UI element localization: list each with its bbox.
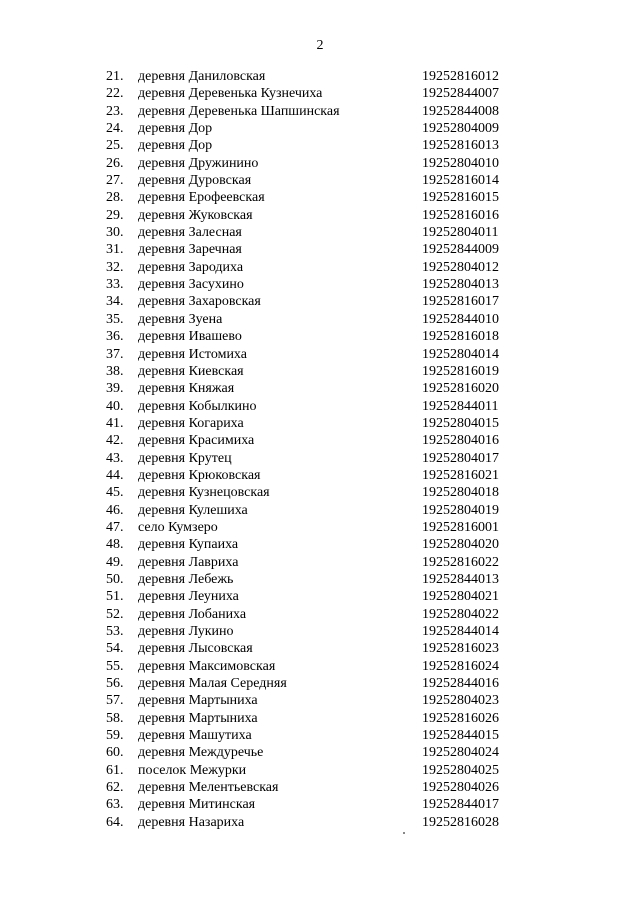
list-item bbox=[0, 467, 640, 484]
oktmo-code: 19252844011 bbox=[422, 398, 499, 414]
list-item bbox=[0, 554, 640, 571]
item-number: 63. bbox=[106, 797, 124, 813]
list-item bbox=[0, 606, 640, 623]
settlement-name: деревня Жуковская bbox=[138, 207, 253, 223]
item-number: 51. bbox=[106, 589, 124, 605]
item-number: 21. bbox=[106, 69, 124, 84]
list-item bbox=[0, 137, 640, 154]
item-number: 55. bbox=[106, 658, 124, 674]
oktmo-code: 19252816012 bbox=[422, 69, 499, 84]
settlement-name: деревня Малая Середняя bbox=[138, 676, 287, 692]
oktmo-code: 19252804015 bbox=[422, 415, 499, 431]
item-number: 56. bbox=[106, 676, 124, 692]
settlement-name: деревня Крутец bbox=[138, 450, 232, 466]
settlement-name: деревня Мелентьевская bbox=[138, 780, 279, 796]
item-number: 40. bbox=[106, 398, 124, 414]
oktmo-code: 19252804014 bbox=[422, 346, 499, 362]
list-item bbox=[0, 293, 640, 310]
settlement-name: деревня Лобаниха bbox=[138, 606, 247, 622]
settlement-name: деревня Дуровская bbox=[138, 173, 252, 189]
item-number: 64. bbox=[106, 814, 124, 830]
settlement-name: село Кумзеро bbox=[138, 519, 218, 535]
list-item bbox=[0, 814, 640, 831]
list-item bbox=[0, 762, 640, 779]
oktmo-code: 19252804011 bbox=[422, 225, 499, 241]
settlement-name: деревня Дор bbox=[138, 121, 213, 137]
item-number: 48. bbox=[106, 537, 124, 553]
oktmo-code: 19252816013 bbox=[422, 138, 499, 154]
settlement-name: деревня Залесная bbox=[138, 225, 242, 241]
oktmo-code: 19252844007 bbox=[422, 86, 499, 102]
list-item bbox=[0, 68, 640, 85]
list-item bbox=[0, 311, 640, 328]
scan-speck bbox=[403, 832, 405, 834]
oktmo-code: 19252804024 bbox=[422, 745, 499, 761]
oktmo-code: 19252816017 bbox=[422, 294, 499, 310]
oktmo-code: 19252816020 bbox=[422, 381, 499, 397]
list-item bbox=[0, 727, 640, 744]
oktmo-code: 19252804017 bbox=[422, 450, 499, 466]
list-item bbox=[0, 588, 640, 605]
item-number: 47. bbox=[106, 519, 124, 535]
item-number: 24. bbox=[106, 121, 124, 137]
settlement-name: деревня Княжая bbox=[138, 381, 235, 397]
item-number: 30. bbox=[106, 225, 124, 241]
oktmo-code: 19252804025 bbox=[422, 762, 499, 778]
list-item bbox=[0, 207, 640, 224]
list-item bbox=[0, 744, 640, 761]
oktmo-code: 19252844016 bbox=[422, 676, 499, 692]
oktmo-code: 19252804020 bbox=[422, 537, 499, 553]
settlement-name: деревня Деревенька Шапшинская bbox=[138, 103, 340, 119]
oktmo-code: 19252804013 bbox=[422, 277, 499, 293]
settlement-name: деревня Даниловская bbox=[138, 69, 266, 84]
settlement-name: деревня Междуречье bbox=[138, 745, 264, 761]
list-item bbox=[0, 380, 640, 397]
item-number: 23. bbox=[106, 103, 124, 119]
list-item bbox=[0, 484, 640, 501]
settlement-name: деревня Зуена bbox=[138, 311, 223, 327]
list-item bbox=[0, 432, 640, 449]
item-number: 57. bbox=[106, 693, 124, 709]
item-number: 45. bbox=[106, 485, 124, 501]
settlement-name: деревня Леуниха bbox=[138, 589, 239, 605]
item-number: 25. bbox=[106, 138, 124, 154]
settlement-name: деревня Максимовская bbox=[138, 658, 276, 674]
settlement-name: поселок Межурки bbox=[138, 762, 247, 778]
oktmo-code: 19252804016 bbox=[422, 433, 499, 449]
item-number: 33. bbox=[106, 277, 124, 293]
settlement-name: деревня Лысовская bbox=[138, 641, 253, 657]
list-item bbox=[0, 692, 640, 709]
list-item bbox=[0, 536, 640, 553]
list-item bbox=[0, 328, 640, 345]
oktmo-code: 19252816001 bbox=[422, 519, 499, 535]
list-item bbox=[0, 675, 640, 692]
oktmo-code: 19252804023 bbox=[422, 693, 499, 709]
item-number: 41. bbox=[106, 415, 124, 431]
list-item bbox=[0, 276, 640, 293]
settlement-name: деревня Лебежь bbox=[138, 571, 234, 587]
item-number: 42. bbox=[106, 433, 124, 449]
oktmo-code: 19252804009 bbox=[422, 121, 499, 137]
item-number: 26. bbox=[106, 155, 124, 171]
oktmo-code: 19252804012 bbox=[422, 259, 499, 275]
settlement-name: деревня Дружинино bbox=[138, 155, 259, 171]
settlement-name: деревня Кузнецовская bbox=[138, 485, 270, 501]
item-number: 34. bbox=[106, 294, 124, 310]
settlement-name: деревня Деревенька Кузнечиха bbox=[138, 86, 323, 102]
list-item bbox=[0, 172, 640, 189]
list-item bbox=[0, 658, 640, 675]
list-item bbox=[0, 241, 640, 258]
oktmo-code: 19252844009 bbox=[422, 242, 499, 258]
settlement-name: деревня Крюковская bbox=[138, 467, 261, 483]
settlement-name: деревня Заречная bbox=[138, 242, 242, 258]
oktmo-code: 19252816024 bbox=[422, 658, 499, 674]
item-number: 58. bbox=[106, 710, 124, 726]
item-number: 39. bbox=[106, 381, 124, 397]
list-item bbox=[0, 571, 640, 588]
oktmo-code: 19252816023 bbox=[422, 641, 499, 657]
list-item bbox=[0, 640, 640, 657]
item-number: 60. bbox=[106, 745, 124, 761]
oktmo-code: 19252844013 bbox=[422, 571, 499, 587]
settlement-name: деревня Истомиха bbox=[138, 346, 247, 362]
item-number: 27. bbox=[106, 173, 124, 189]
settlement-name: деревня Захаровская bbox=[138, 294, 261, 310]
page-number: 2 bbox=[316, 38, 324, 53]
item-number: 22. bbox=[106, 86, 124, 102]
settlement-name: деревня Митинская bbox=[138, 797, 256, 813]
list-item bbox=[0, 779, 640, 796]
item-number: 52. bbox=[106, 606, 124, 622]
list-item bbox=[0, 519, 640, 536]
settlement-name: деревня Дор bbox=[138, 138, 213, 154]
settlement-name: деревня Засухино bbox=[138, 277, 244, 293]
list-item bbox=[0, 363, 640, 380]
oktmo-code: 19252804026 bbox=[422, 780, 499, 796]
settlement-name: деревня Когариха bbox=[138, 415, 244, 431]
list-item bbox=[0, 120, 640, 137]
item-number: 62. bbox=[106, 780, 124, 796]
settlement-name: деревня Зародиха bbox=[138, 259, 244, 275]
item-number: 32. bbox=[106, 259, 124, 275]
list-item bbox=[0, 710, 640, 727]
list-item bbox=[0, 155, 640, 172]
settlement-name: деревня Назариха bbox=[138, 814, 245, 830]
item-number: 49. bbox=[106, 554, 124, 570]
oktmo-code: 19252844014 bbox=[422, 624, 499, 639]
oktmo-code: 19252804010 bbox=[422, 155, 499, 171]
oktmo-code: 19252844010 bbox=[422, 311, 499, 327]
oktmo-code: 19252816022 bbox=[422, 554, 499, 570]
item-number: 61. bbox=[106, 762, 124, 778]
list-item bbox=[0, 623, 640, 640]
oktmo-code: 19252804019 bbox=[422, 502, 499, 518]
list-item bbox=[0, 450, 640, 467]
item-number: 53. bbox=[106, 624, 124, 639]
list-item bbox=[0, 415, 640, 432]
oktmo-code: 19252816019 bbox=[422, 363, 499, 379]
oktmo-code: 19252804018 bbox=[422, 485, 499, 501]
settlement-list bbox=[0, 68, 640, 831]
settlement-name: деревня Машутиха bbox=[138, 728, 252, 744]
oktmo-code: 19252816014 bbox=[422, 173, 499, 189]
oktmo-code: 19252844008 bbox=[422, 103, 499, 119]
item-number: 44. bbox=[106, 467, 124, 483]
list-item bbox=[0, 189, 640, 206]
settlement-name: деревня Лукино bbox=[138, 624, 234, 639]
settlement-name: деревня Красимиха bbox=[138, 433, 255, 449]
oktmo-code: 19252844015 bbox=[422, 728, 499, 744]
settlement-name: деревня Ерофеевская bbox=[138, 190, 265, 206]
item-number: 59. bbox=[106, 728, 124, 744]
list-item bbox=[0, 502, 640, 519]
oktmo-code: 19252804022 bbox=[422, 606, 499, 622]
list-item bbox=[0, 346, 640, 363]
settlement-name: деревня Мартыниха bbox=[138, 710, 258, 726]
settlement-name: деревня Кобылкино bbox=[138, 398, 257, 414]
settlement-name: деревня Мартыниха bbox=[138, 693, 258, 709]
list-item bbox=[0, 103, 640, 120]
item-number: 46. bbox=[106, 502, 124, 518]
oktmo-code: 19252804021 bbox=[422, 589, 499, 605]
list-item bbox=[0, 224, 640, 241]
list-item bbox=[0, 259, 640, 276]
oktmo-code: 19252816021 bbox=[422, 467, 499, 483]
item-number: 38. bbox=[106, 363, 124, 379]
oktmo-code: 19252816028 bbox=[422, 814, 499, 830]
item-number: 28. bbox=[106, 190, 124, 206]
settlement-name: деревня Лавриха bbox=[138, 554, 239, 570]
oktmo-code: 19252816018 bbox=[422, 329, 499, 345]
settlement-name: деревня Ивашево bbox=[138, 329, 242, 345]
oktmo-code: 19252816016 bbox=[422, 207, 499, 223]
settlement-name: деревня Купаиха bbox=[138, 537, 239, 553]
oktmo-code: 19252816015 bbox=[422, 190, 499, 206]
oktmo-code: 19252844017 bbox=[422, 797, 499, 813]
list-item bbox=[0, 398, 640, 415]
list-item bbox=[0, 796, 640, 813]
settlement-name: деревня Киевская bbox=[138, 363, 244, 379]
item-number: 54. bbox=[106, 641, 124, 657]
settlement-name: деревня Кулешиха bbox=[138, 502, 248, 518]
item-number: 43. bbox=[106, 450, 124, 466]
item-number: 36. bbox=[106, 329, 124, 345]
item-number: 50. bbox=[106, 571, 124, 587]
item-number: 35. bbox=[106, 311, 124, 327]
item-number: 31. bbox=[106, 242, 124, 258]
oktmo-code: 19252816026 bbox=[422, 710, 499, 726]
item-number: 29. bbox=[106, 207, 124, 223]
item-number: 37. bbox=[106, 346, 124, 362]
list-item bbox=[0, 85, 640, 102]
